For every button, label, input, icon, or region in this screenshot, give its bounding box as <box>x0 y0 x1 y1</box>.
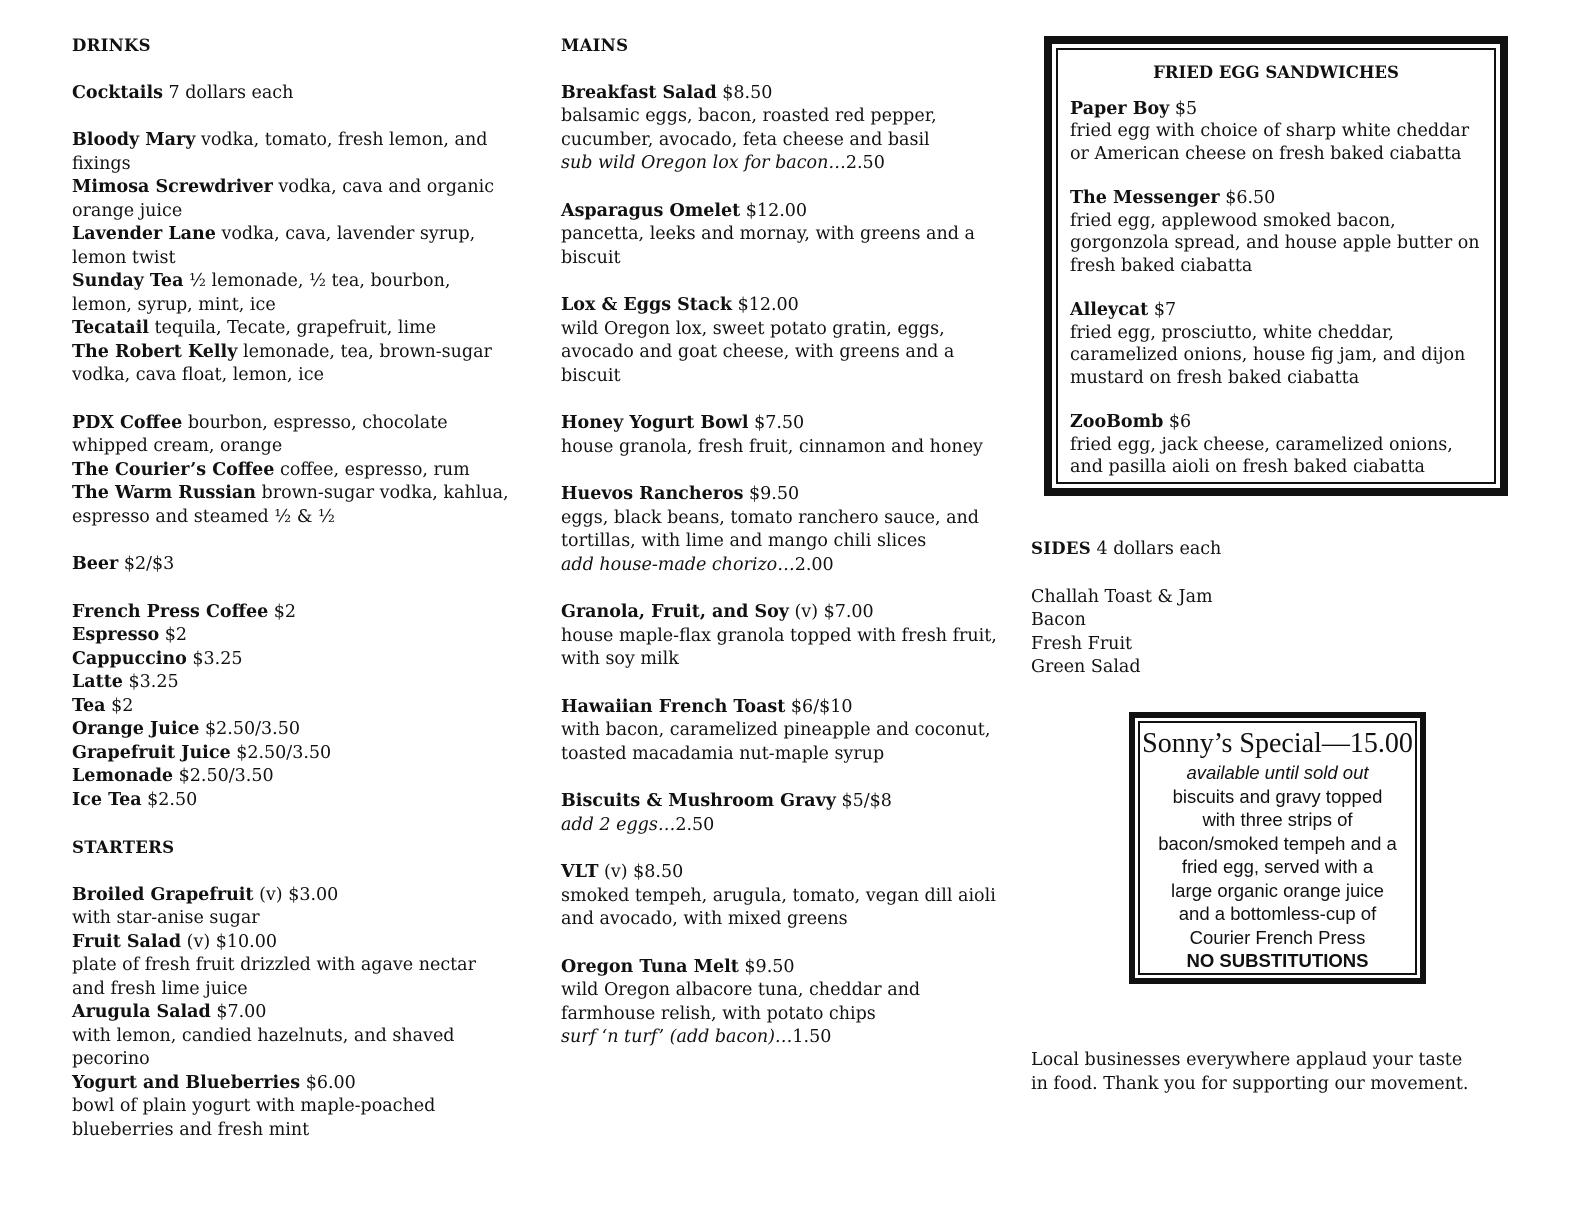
special-desc-line: Courier French Press <box>1189 926 1366 948</box>
menu-item <box>1070 299 1482 389</box>
item-desc: tequila, Tecate, grapefruit, lime <box>154 318 437 338</box>
addon-label: sub wild Oregon lox for bacon… <box>561 153 846 173</box>
item-desc: smoked tempeh, arugula, tomato, vegan dill aioli and avocado, with mixed greens <box>561 885 996 929</box>
item-desc: wild Oregon albacore tuna, cheddar and farmhouse relish, with potato chips <box>561 980 921 1024</box>
item-desc: coffee, espresso, rum <box>280 459 470 480</box>
item-name: Breakfast Salad <box>561 82 717 103</box>
item-price: (v) $8.50 <box>598 862 684 882</box>
menu-item <box>72 223 512 270</box>
item-price: $3.25 <box>128 672 179 692</box>
item-name: Arugula Salad <box>72 1002 211 1022</box>
item-name: Grapefruit Juice <box>72 742 231 763</box>
item-price: $7 <box>1148 300 1177 320</box>
item-desc: house maple-flax granola topped with fresh fruit, with soy milk <box>561 625 997 669</box>
item-desc: with star-anise sugar <box>72 908 260 928</box>
item-desc: eggs, black beans, tomato ranchero sauce, and tortillas, with lime and mango chili slices <box>561 507 980 551</box>
item-desc: fried egg, jack cheese, caramelized onions, and pasilla aioli on fresh baked ciabatta <box>1070 434 1453 477</box>
menu-item <box>561 956 1006 1050</box>
item-price: $2.50/3.50 <box>236 742 332 763</box>
menu-item <box>1070 187 1482 277</box>
item-price: $2 <box>111 695 134 716</box>
item-price: $6/$10 <box>785 696 853 717</box>
special-desc-line: bacon/smoked tempeh and a <box>1158 832 1397 854</box>
item-price: $5 <box>1169 98 1198 119</box>
item-desc: vodka, tomato, fresh lemon, and fixings <box>72 130 488 174</box>
addon-price: 2.50 <box>675 814 715 835</box>
cocktail-list <box>72 129 512 388</box>
menu-item <box>72 931 512 1002</box>
item-addon <box>561 554 1006 578</box>
list-item: Bacon <box>1031 610 1086 630</box>
item-name: Broiled Grapefruit <box>72 884 254 905</box>
cocktails-line <box>72 82 512 106</box>
menu-item <box>72 129 512 176</box>
item-price: $3.25 <box>192 648 243 669</box>
menu-item <box>72 176 512 223</box>
special-price: —15.00 <box>1321 728 1413 759</box>
item-desc: wild Oregon lox, sweet potato gratin, eggs, avocado and goat cheese, with greens and a biscuit <box>561 318 955 386</box>
item-price: $6.50 <box>1219 188 1276 208</box>
item-price: $2 <box>273 601 297 622</box>
drinks-heading: DRINKS <box>72 36 151 55</box>
item-price: $2.50/3.50 <box>205 719 300 739</box>
item-desc: brown-sugar vodka, kahlua, espresso and steamed ½ & ½ <box>72 483 509 527</box>
cocktails-label: Cocktails <box>72 82 163 103</box>
sonnys-special-box <box>1129 712 1426 984</box>
menu-item <box>72 459 512 483</box>
item-name: Lavender Lane <box>72 224 216 244</box>
menu-item <box>72 624 512 648</box>
item-name: Huevos Rancheros <box>561 484 744 504</box>
item-name: Ice Tea <box>72 789 142 810</box>
item-name: Hawaiian French Toast <box>561 696 786 717</box>
menu-item <box>72 412 512 459</box>
item-name: Bloody Mary <box>72 130 196 150</box>
mains-heading: MAINS <box>561 36 629 55</box>
item-name: Tecatail <box>72 318 149 338</box>
hot-cold-drinks-list <box>72 601 512 813</box>
menu-item <box>561 82 1006 176</box>
menu-item <box>561 294 1006 388</box>
item-price: $5/$8 <box>835 791 892 811</box>
item-name: Paper Boy <box>1070 98 1170 119</box>
item-name: Oregon Tuna Melt <box>561 956 739 977</box>
sides-heading: SIDES <box>1031 539 1091 558</box>
item-addon <box>561 152 1006 176</box>
item-price: (v) $3.00 <box>253 884 339 905</box>
addon-label: add 2 eggs… <box>561 814 676 835</box>
item-price: $12.00 <box>740 200 808 221</box>
menu-item <box>72 1001 512 1072</box>
item-name: Cappuccino <box>72 648 187 669</box>
special-desc-line: with three strips of <box>1202 809 1353 830</box>
item-name: Yogurt and Blueberries <box>72 1072 301 1093</box>
item-price: $2 <box>164 625 188 645</box>
item-name: Espresso <box>72 625 160 645</box>
menu-item <box>561 696 1006 767</box>
item-price: $6 <box>1163 412 1192 432</box>
item-price: $7.00 <box>210 1002 267 1022</box>
item-desc: plate of fresh fruit drizzled with agave nectar and fresh lime juice <box>72 955 476 999</box>
list-item: Green Salad <box>1031 657 1141 677</box>
menu-item <box>1070 98 1482 166</box>
menu-item <box>561 601 1006 672</box>
item-addon <box>561 814 1006 838</box>
item-desc: bourbon, espresso, chocolate whipped cream, orange <box>72 412 448 456</box>
menu-item <box>1070 411 1482 479</box>
item-name: Alleycat <box>1070 300 1149 320</box>
drinks-column <box>72 34 512 1142</box>
addon-price: 2.50 <box>845 153 885 173</box>
item-name: Honey Yogurt Bowl <box>561 413 749 433</box>
item-name: Biscuits & Mushroom Gravy <box>561 791 836 811</box>
beer-line <box>72 553 512 577</box>
sides-heading-line <box>1031 537 1511 562</box>
item-name: Lox & Eggs Stack <box>561 295 732 315</box>
item-price: $6.00 <box>300 1072 356 1093</box>
menu-item <box>561 790 1006 837</box>
special-desc-line: large organic orange juice <box>1171 879 1384 901</box>
list-item: Challah Toast & Jam <box>1031 586 1213 607</box>
fried-egg-sandwiches-box <box>1044 36 1508 496</box>
item-name: Orange Juice <box>72 719 200 739</box>
item-name: Asparagus Omelet <box>561 200 741 221</box>
item-price: $2.50 <box>147 789 198 810</box>
item-name: French Press Coffee <box>72 601 269 622</box>
menu-item <box>72 789 512 813</box>
item-desc: fried egg, prosciutto, white cheddar, caramelized onions, house fig jam, and dijon mustard on fresh baked ciabatta <box>1070 322 1466 388</box>
special-inner-frame <box>1138 721 1417 975</box>
item-desc: fried egg with choice of sharp white cheddar or American cheese on fresh baked ciabatta <box>1070 121 1470 164</box>
addon-price: 2.00 <box>794 554 834 575</box>
menu-item <box>72 341 512 388</box>
item-price: $12.00 <box>732 295 799 315</box>
item-name: The Courier’s Coffee <box>72 459 275 480</box>
menu-item <box>72 765 512 789</box>
addon-price: 1.50 <box>792 1027 832 1047</box>
special-desc-line: and a bottomless-cup of <box>1178 903 1377 924</box>
item-name: The Messenger <box>1070 188 1220 208</box>
item-addon <box>561 1026 1006 1050</box>
special-title-line <box>1140 727 1415 761</box>
menu-item <box>72 671 512 695</box>
menu-item <box>72 270 512 317</box>
item-desc: balsamic eggs, bacon, roasted red pepper, cucumber, avocado, feta cheese and basil <box>561 106 937 150</box>
item-name: VLT <box>561 862 599 882</box>
item-price: (v) $7.00 <box>788 602 874 622</box>
item-desc: vodka, cava, lavender syrup, lemon twist <box>72 224 476 268</box>
item-name: The Warm Russian <box>72 483 256 503</box>
coffee-cocktail-list <box>72 412 512 530</box>
menu-item <box>72 884 512 931</box>
item-price: $9.50 <box>738 956 795 977</box>
item-price: $2.50/3.50 <box>178 766 274 786</box>
sides-section <box>1031 537 1511 680</box>
addon-label: surf ‘n turf’ (add bacon)… <box>561 1027 793 1047</box>
list-item: Fresh Fruit <box>1031 633 1133 654</box>
special-desc-line: biscuits and gravy topped <box>1172 785 1383 807</box>
special-desc-line: fried egg, served with a <box>1181 856 1374 877</box>
special-notice: NO SUBSTITUTIONS <box>1186 950 1369 971</box>
item-name: Granola, Fruit, and Soy <box>561 602 789 622</box>
item-price: $8.50 <box>716 82 773 103</box>
menu-item <box>561 483 1006 577</box>
item-price: $7.50 <box>748 413 805 433</box>
menu-item <box>72 718 512 742</box>
special-title: Sonny’s Special <box>1142 728 1322 759</box>
item-desc: ½ lemonade, ½ tea, bourbon, lemon, syrup, mint, ice <box>72 271 451 315</box>
sandwiches-inner-frame <box>1056 48 1496 484</box>
menu-item <box>72 648 512 672</box>
sides-note: 4 dollars each <box>1090 539 1222 559</box>
menu-item <box>561 861 1006 932</box>
item-name: ZooBomb <box>1070 412 1164 432</box>
item-name: Mimosa Screwdriver <box>72 177 273 197</box>
item-desc: bowl of plain yogurt with maple-poached blueberries and fresh mint <box>72 1096 436 1140</box>
item-name: The Robert Kelly <box>72 341 238 362</box>
mains-column <box>561 34 1006 1074</box>
menu-item <box>72 601 512 625</box>
item-name: Sunday Tea <box>72 271 184 291</box>
menu-item <box>72 317 512 341</box>
starters-heading: STARTERS <box>72 838 175 857</box>
item-name: Beer <box>72 554 119 574</box>
menu-item <box>561 200 1006 271</box>
item-desc: lemonade, tea, brown-sugar vodka, cava float, lemon, ice <box>72 341 492 385</box>
item-desc: vodka, cava and organic orange juice <box>72 177 495 221</box>
item-name: Lemonade <box>72 766 174 786</box>
item-desc: with lemon, candied hazelnuts, and shaved pecorino <box>72 1025 455 1069</box>
item-name: Latte <box>72 672 123 692</box>
item-desc: with bacon, caramelized pineapple and coconut, toasted macadamia nut-maple syrup <box>561 720 991 764</box>
item-price: $2/$3 <box>123 554 175 574</box>
cocktails-note: 7 dollars each <box>168 82 294 103</box>
footer-note: Local businesses everywhere applaud your taste in food. Thank you for supporting our movement. <box>1031 1050 1469 1094</box>
starters-list <box>72 884 512 1143</box>
menu-item <box>72 1072 512 1143</box>
item-name: Tea <box>72 695 106 716</box>
item-price: (v) $10.00 <box>181 931 277 952</box>
item-desc: fried egg, applewood smoked bacon, gorgonzola spread, and house apple butter on fresh baked ciabatta <box>1070 210 1480 276</box>
item-name: Fruit Salad <box>72 931 182 952</box>
menu-item <box>72 742 512 766</box>
item-name: PDX Coffee <box>72 412 183 433</box>
addon-label: add house-made chorizo… <box>561 554 795 575</box>
item-price: $9.50 <box>743 484 800 504</box>
menu-item <box>72 482 512 529</box>
item-desc: pancetta, leeks and mornay, with greens and a biscuit <box>561 224 975 268</box>
item-desc: house granola, fresh fruit, cinnamon and honey <box>561 436 983 457</box>
menu-item <box>561 412 1006 459</box>
sandwiches-heading: FRIED EGG SANDWICHES <box>1153 63 1399 82</box>
special-availability: available until sold out <box>1186 762 1369 783</box>
menu-item <box>72 695 512 719</box>
